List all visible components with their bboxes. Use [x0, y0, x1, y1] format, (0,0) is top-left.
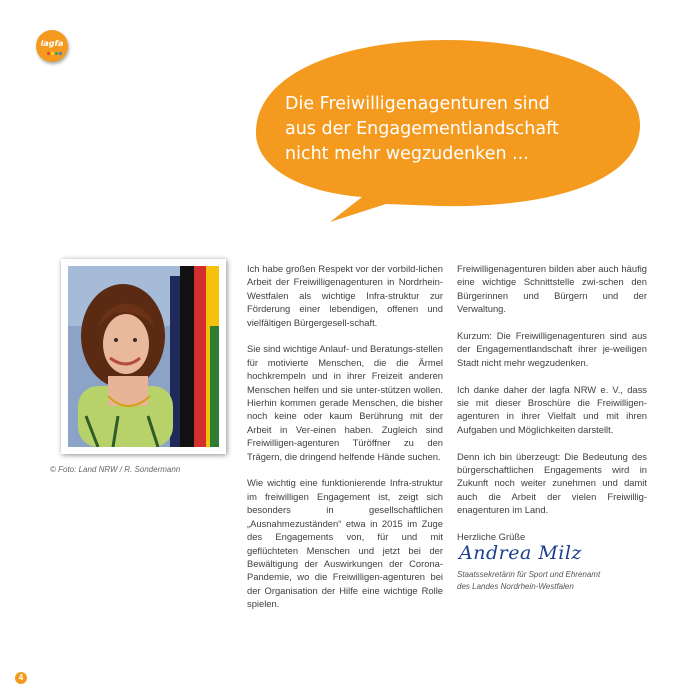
logo-text: lagfa: [40, 39, 64, 48]
portrait-photo: [68, 266, 219, 447]
paragraph: Sie sind wichtige Anlauf- und Beratungs-stellen für motivierte Menschen, die die Ärmel hochkrempeln und in ihrer Freizeit anderen Menschen helfen und sie unter-stützen wollen. Hierhin kommen gerade Menschen, die bisher noch keine oder kaum Berührung mit der Arbeit in Ver-einen haben. Zugleich sind Freiwilligen-agenturen Türöffner zu den Trägern, die dringend helfende Hände suchen.: [247, 343, 443, 462]
bubble-line: aus der Engagementlandschaft: [285, 119, 559, 139]
paragraph: Ich habe großen Respekt vor der vorbild-lichen Arbeit der Freiwilligenagenturen in Nordrhein-Westfalen als wichtige Infra-struktur zur Förderung einer lebendigen, offenen und vielfältigen Bürgergesell-schaft.: [247, 263, 443, 328]
paragraph: Ich danke daher der lagfa NRW e. V., dass sie mit dieser Broschüre die Freiwilligen-agenturen in ihrer Vielfalt und mit ihren Aufgaben und Möglichkeiten darstellt.: [457, 383, 647, 435]
signature: Andrea Milz: [459, 542, 582, 565]
bubble-line: Die Freiwilligenagenturen sind: [285, 94, 550, 114]
photo-caption: © Foto: Land NRW / R. Sondermann: [50, 465, 181, 474]
page-number: 4: [15, 672, 27, 684]
paragraph: Kurzum: Die Freiwilligenagenturen sind aus der Engagementlandschaft ihrer je-weiligen Stadt nicht mehr wegzudenken.: [457, 330, 647, 368]
portrait-photo-frame: [61, 259, 226, 454]
paragraph: Freiwilligenagenturen bilden aber auch häufig eine wichtige Schnittstelle zwi-schen den Bürgerinnen und Bürgern und der Verwaltung.: [457, 263, 647, 315]
text-column-1: [247, 262, 443, 624]
bubble-quote: [285, 92, 585, 167]
author-title-line: des Landes Nordrhein-Westfalen: [457, 582, 574, 592]
paragraph: Wie wichtig eine funktionierende Infra-struktur im freiwilligen Engagement ist, zeigt sich besonders in gesellschaftlichen „Ausnahmezuständen“ etwa in 2015 im Zuge des Engagements von, für und mit geflüchteten Menschen und jetzt bei der Bewältigung der Auswirkungen der Corona-Pandemie, wo die Freiwilligen-agenturen bei der Organisation der Hilfe eine wichtige Rolle spielen.: [247, 477, 443, 610]
paragraph: Denn ich bin überzeugt: Die Bedeutung des bürgerschaftlichen Engagements wird in Zukunft noch weiter zunehmen und damit auch die Arbeit der vielen Freiwillig-enagenturen im Land.: [457, 450, 647, 516]
author-title-line: Staatssekretärin für Sport und Ehrenamt: [457, 569, 601, 579]
author-title: [457, 569, 647, 594]
greeting: Herzliche Grüße: [457, 531, 526, 543]
bubble-line: nicht mehr wegzudenken ...: [285, 144, 529, 164]
text-column-2: [457, 262, 647, 594]
